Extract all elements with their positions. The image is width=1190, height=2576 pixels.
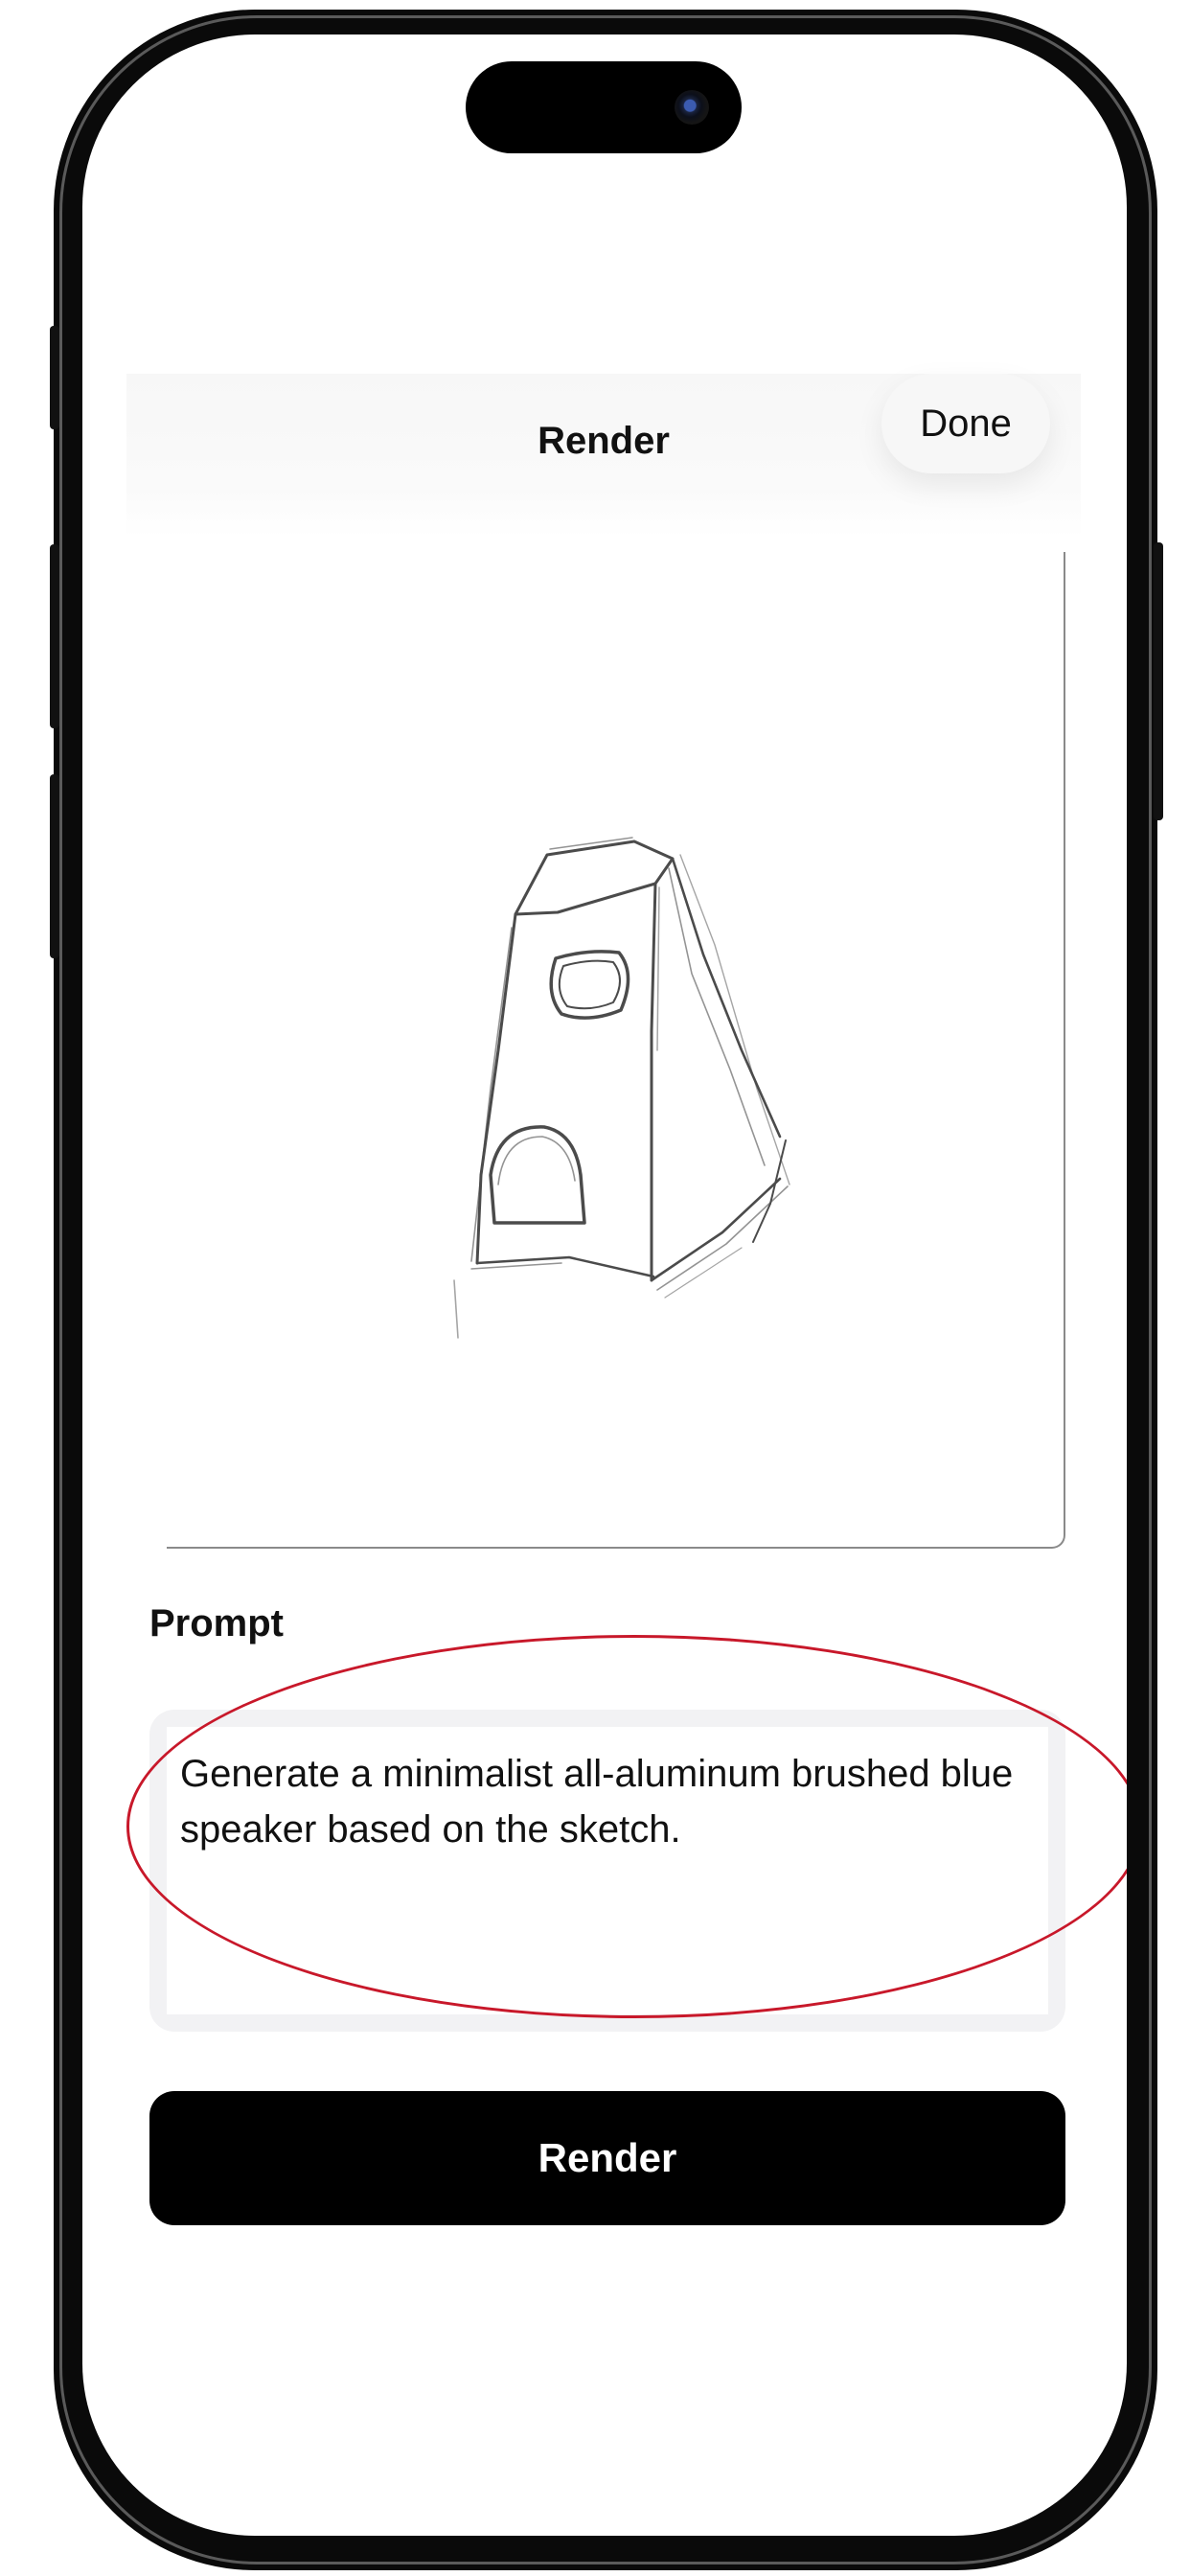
dynamic-island bbox=[466, 61, 742, 153]
navigation-bar bbox=[126, 374, 1081, 537]
action-button bbox=[50, 326, 59, 429]
power-button bbox=[1154, 542, 1163, 820]
volume-up-button bbox=[50, 544, 59, 728]
sketch-canvas[interactable] bbox=[167, 552, 1065, 1549]
sketch-drawing bbox=[167, 552, 1065, 1549]
volume-down-button bbox=[50, 774, 59, 958]
prompt-label: Prompt bbox=[149, 1602, 284, 1644]
prompt-container bbox=[149, 1710, 1065, 2032]
screen bbox=[82, 34, 1127, 2536]
front-camera-icon bbox=[675, 90, 709, 125]
prompt-text-field[interactable] bbox=[167, 1727, 1048, 2014]
render-button[interactable]: Render bbox=[149, 2091, 1065, 2225]
done-button[interactable]: Done bbox=[881, 374, 1050, 473]
page-title: Render bbox=[538, 420, 670, 462]
